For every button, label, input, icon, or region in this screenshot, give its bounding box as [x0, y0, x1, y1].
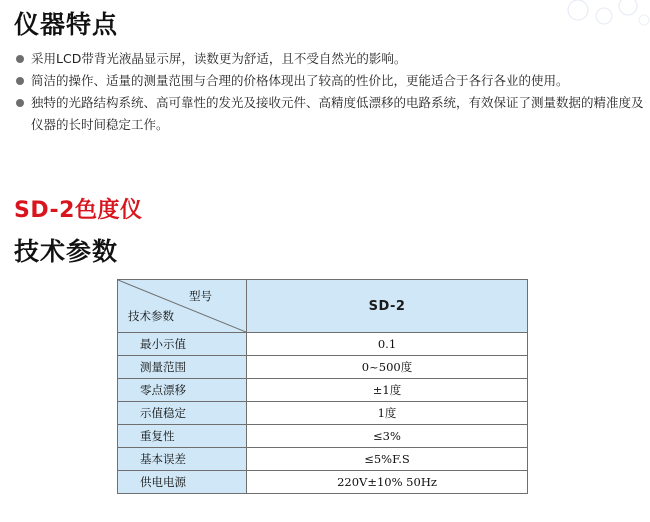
list-item [14, 70, 644, 92]
param-value: ≤3% [247, 425, 528, 448]
table-row [118, 471, 528, 494]
param-value: 1度 [247, 402, 528, 425]
table-row [118, 448, 528, 471]
param-label: 示值稳定 [118, 402, 247, 425]
list-item [14, 48, 644, 70]
header-model-label: 型号 [189, 289, 212, 303]
table-row [118, 402, 528, 425]
features-list [14, 48, 644, 136]
param-value: 0.1 [247, 333, 528, 356]
param-value: ±1度 [247, 379, 528, 402]
table-header-row [118, 280, 528, 333]
param-label: 基本误差 [118, 448, 247, 471]
param-label: 测量范围 [118, 356, 247, 379]
param-value: 220V±10% 50Hz [247, 471, 528, 494]
feature-text: 独特的光路结构系统、高可靠性的发光及接收元件、高精度低漂移的电路系统，有效保证了测量数据的精准度及仪器的长时间稳定工作。 [31, 95, 644, 132]
param-label: 最小示值 [118, 333, 247, 356]
features-heading: 仪器特点 [14, 10, 119, 39]
header-corner-cell [118, 280, 247, 333]
list-item [14, 92, 644, 136]
bullet-icon [16, 99, 24, 107]
model-name: SD-2 [247, 280, 528, 333]
bullet-icon [16, 55, 24, 63]
table-row [118, 379, 528, 402]
spec-heading: 技术参数 [14, 237, 119, 266]
diagonal-divider [118, 280, 246, 332]
header-param-label: 技术参数 [128, 309, 174, 323]
feature-text: 简洁的操作、适量的测量范围与合理的价格体现出了较高的性价比，更能适合于各行各业的使用。 [31, 73, 569, 88]
bullet-icon [16, 77, 24, 85]
spec-table [117, 279, 528, 494]
param-value: 0~500度 [247, 356, 528, 379]
table-row [118, 425, 528, 448]
product-title: SD-2色度仪 [14, 198, 143, 223]
param-value: ≤5%F.S [247, 448, 528, 471]
table-row [118, 356, 528, 379]
param-label: 零点漂移 [118, 379, 247, 402]
decorative-bubbles [560, 0, 650, 30]
table-row [118, 333, 528, 356]
param-label: 供电电源 [118, 471, 247, 494]
feature-text: 采用LCD带背光液晶显示屏，读数更为舒适，且不受自然光的影响。 [31, 51, 407, 66]
param-label: 重复性 [118, 425, 247, 448]
